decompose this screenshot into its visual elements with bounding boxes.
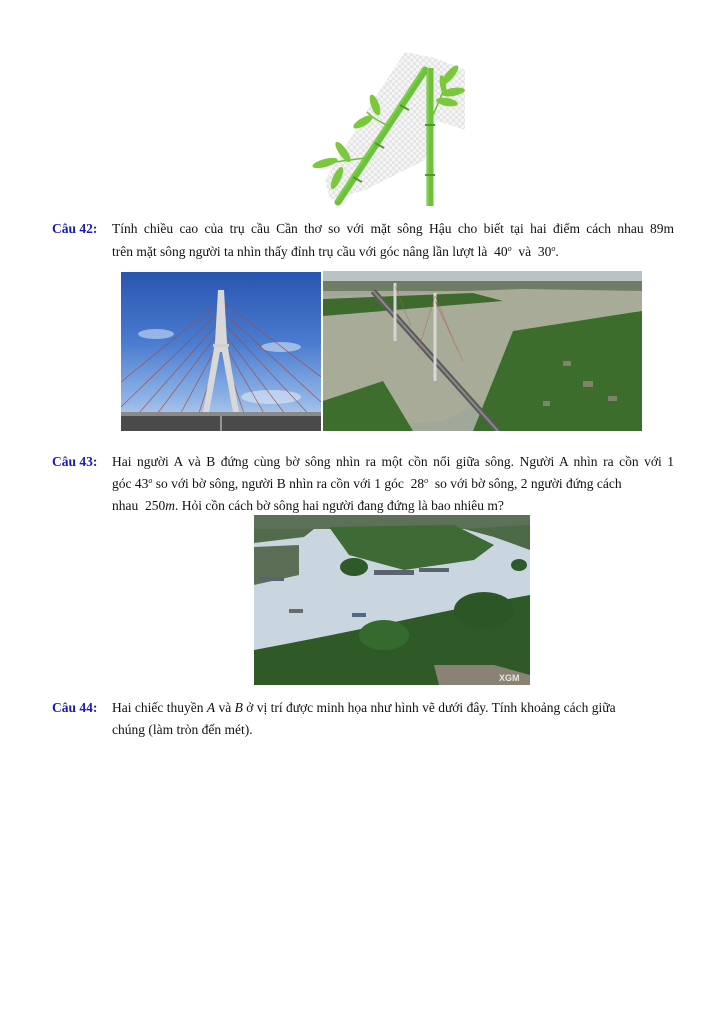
text-fragment: . Hỏi cồn cách bờ sông hai người đang đứng là bao nhiêu m? xyxy=(175,498,504,513)
distance-value: 250 xyxy=(145,498,166,513)
text-fragment: và xyxy=(218,700,232,715)
angle-value: 28 xyxy=(410,476,425,491)
angle-value: 40 xyxy=(494,244,508,259)
question-44-line-2: chúng (làm tròn đến mét). xyxy=(112,722,253,737)
unit: m xyxy=(165,498,175,513)
degree-symbol: o xyxy=(148,476,153,485)
degree-symbol: o xyxy=(507,244,512,253)
text-fragment: ở vị trí được minh họa như hình vẽ dưới đây. Tính khoảng cách giữa xyxy=(246,700,616,715)
text-fragment: nhau xyxy=(112,498,139,513)
variable-b: B xyxy=(234,700,243,715)
question-43-line-1: Hai người A và B đứng cùng bờ sông nhìn ra một cồn nổi giữa sông. Người A nhìn ra cồn với 1 xyxy=(112,454,674,469)
degree-symbol: o xyxy=(424,476,429,485)
text-fragment: Hai chiếc thuyền xyxy=(112,700,204,715)
degree-symbol: o xyxy=(551,244,556,253)
river-islet-photo xyxy=(254,515,530,685)
angle-value: 30 xyxy=(537,244,552,259)
question-42-label: Câu 42: xyxy=(52,221,98,236)
question-43-line-2 xyxy=(112,476,674,492)
bridge-aerial-photo xyxy=(323,271,642,431)
bridge-road-photo xyxy=(121,272,321,431)
text-fragment: góc xyxy=(112,476,132,491)
text-fragment: so với bờ sông, người B nhìn ra cồn với 1 góc xyxy=(155,476,404,491)
question-43-line-3 xyxy=(112,498,674,514)
conjunction: và xyxy=(518,244,532,259)
question-43-label: Câu 43: xyxy=(52,454,98,469)
variable-a: A xyxy=(206,700,216,715)
bamboo-icon xyxy=(305,50,475,206)
question-42-line-1: Tính chiều cao của trụ cầu Cần thơ so với mặt sông Hậu cho biết tại hai điểm cách nhau 89m xyxy=(112,221,674,236)
watermark: XGM xyxy=(499,673,520,683)
bamboo-illustration xyxy=(305,50,475,206)
angle-value: 43 xyxy=(134,476,149,491)
question-44-line-1 xyxy=(112,700,674,716)
text-fragment: so với bờ sông, 2 người đứng cách xyxy=(434,476,622,491)
question-44-label: Câu 44: xyxy=(52,700,98,715)
question-42-text: trên mặt sông người ta nhìn thấy đỉnh trụ cầu với góc nâng lần lượt là xyxy=(112,244,488,259)
question-42-line-2: trên mặt sông người ta nhìn thấy đỉnh trụ cầu với góc nâng lần lượt là 40$^o$ và 30$^o$. xyxy=(112,244,559,259)
